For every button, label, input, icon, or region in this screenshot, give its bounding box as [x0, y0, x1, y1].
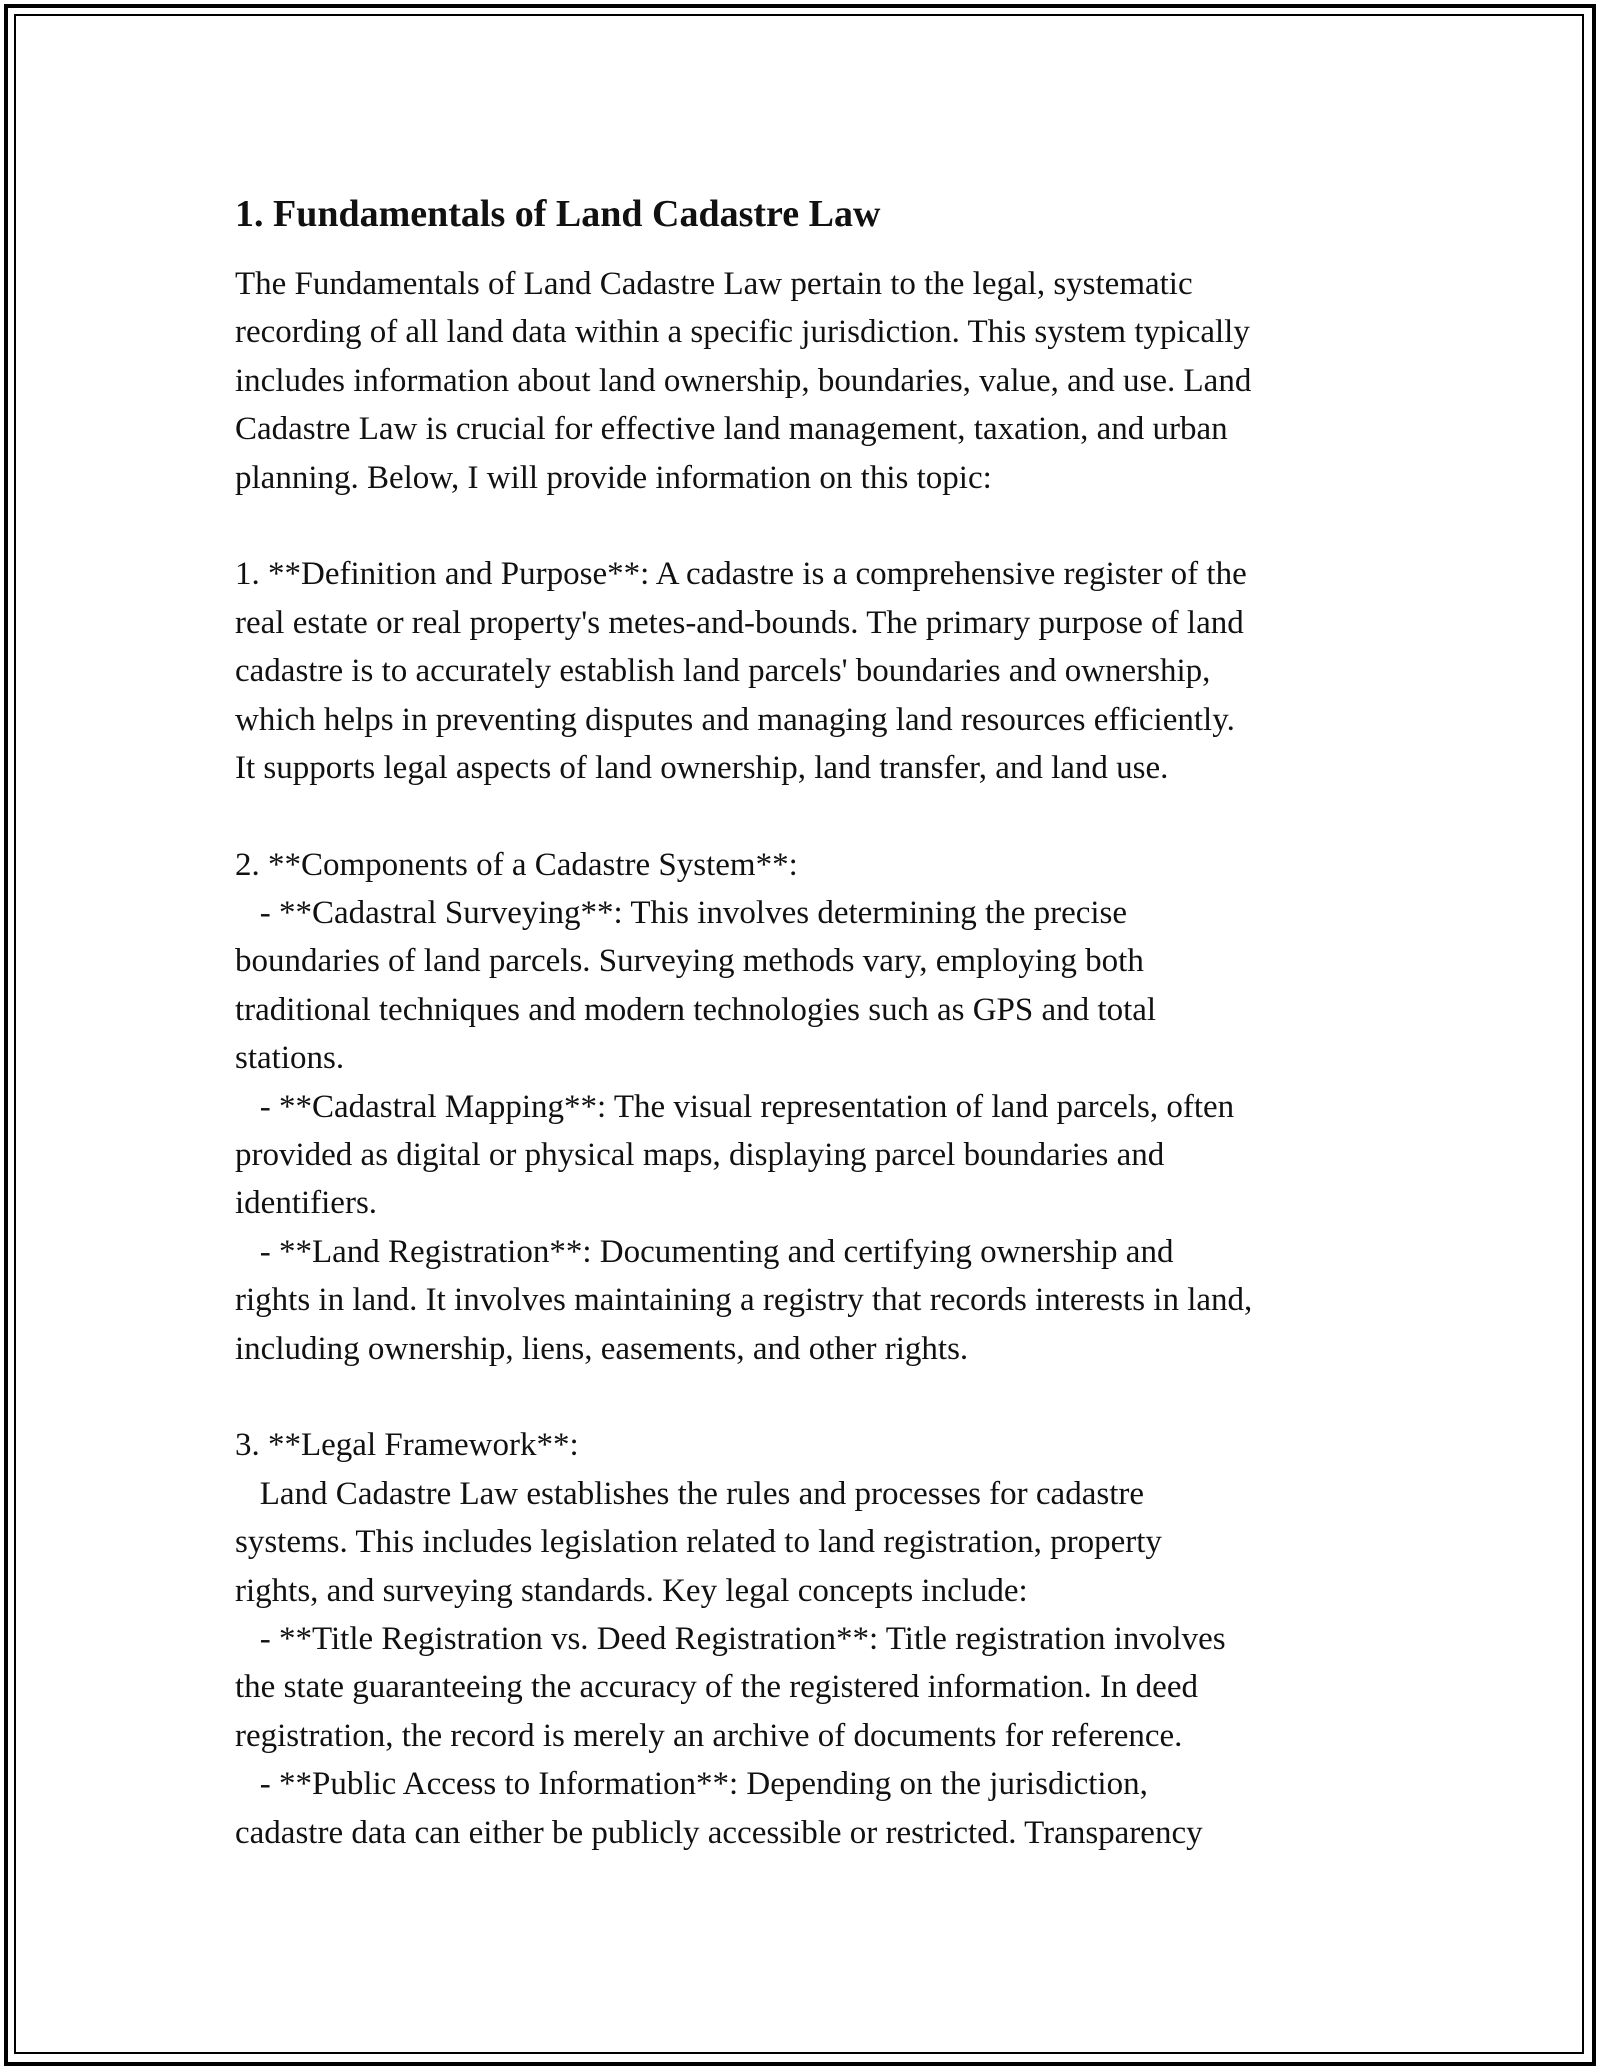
text-line: boundaries of land parcels. Surveying methods vary, employing both	[235, 943, 1144, 980]
text-line: stations.	[235, 1040, 345, 1077]
text-line	[235, 792, 1375, 840]
document-content	[235, 188, 1375, 1857]
text-line: rights in land. It involves maintaining a registry that records interests in land,	[235, 1282, 1253, 1319]
text-line: - **Land Registration**: Documenting and certifying ownership and	[235, 1233, 1174, 1270]
text-line: identifiers.	[235, 1185, 378, 1222]
text-line: including ownership, liens, easements, and other rights.	[235, 1330, 969, 1367]
text-line: 2. **Components of a Cadastre System**:	[235, 846, 798, 883]
text-line: includes information about land ownership, boundaries, value, and use. Land	[235, 362, 1252, 399]
body-text	[235, 260, 1375, 1857]
text-line: the state guaranteeing the accuracy of the registered information. In deed	[235, 1669, 1198, 1706]
text-line: provided as digital or physical maps, displaying parcel boundaries and	[235, 1137, 1165, 1174]
text-line: 3. **Legal Framework**:	[235, 1427, 579, 1464]
text-line: rights, and surveying standards. Key legal concepts include:	[235, 1572, 1028, 1609]
text-line: which helps in preventing disputes and managing land resources efficiently.	[235, 701, 1235, 738]
text-line: registration, the record is merely an archive of documents for reference.	[235, 1717, 1183, 1754]
text-line: Land Cadastre Law establishes the rules and processes for cadastre	[235, 1475, 1144, 1512]
text-line: It supports legal aspects of land ownership, land transfer, and land use.	[235, 749, 1169, 786]
text-line: real estate or real property's metes-and-bounds. The primary purpose of land	[235, 604, 1244, 641]
text-line: systems. This includes legislation related to land registration, property	[235, 1524, 1162, 1561]
text-line: - **Cadastral Surveying**: This involves determining the precise	[235, 895, 1128, 932]
text-line	[235, 1373, 1375, 1421]
page-title: 1. Fundamentals of Land Cadastre Law	[235, 193, 881, 235]
text-line: - **Cadastral Mapping**: The visual representation of land parcels, often	[235, 1088, 1235, 1125]
text-line: cadastre is to accurately establish land parcels' boundaries and ownership,	[235, 653, 1211, 690]
text-line: cadastre data can either be publicly accessible or restricted. Transparency	[235, 1814, 1203, 1851]
text-line: traditional techniques and modern technologies such as GPS and total	[235, 991, 1157, 1028]
text-line: recording of all land data within a specific jurisdiction. This system typically	[235, 314, 1250, 351]
text-line: - **Public Access to Information**: Depending on the jurisdiction,	[235, 1766, 1148, 1803]
text-line: 1. **Definition and Purpose**: A cadastre is a comprehensive register of the	[235, 556, 1247, 593]
text-line	[235, 502, 1375, 550]
text-line: The Fundamentals of Land Cadastre Law pertain to the legal, systematic	[235, 266, 1193, 302]
text-line: Cadastre Law is crucial for effective land management, taxation, and urban	[235, 411, 1228, 448]
text-line: planning. Below, I will provide information on this topic:	[235, 459, 992, 496]
text-line: - **Title Registration vs. Deed Registration**: Title registration involves	[235, 1620, 1226, 1657]
